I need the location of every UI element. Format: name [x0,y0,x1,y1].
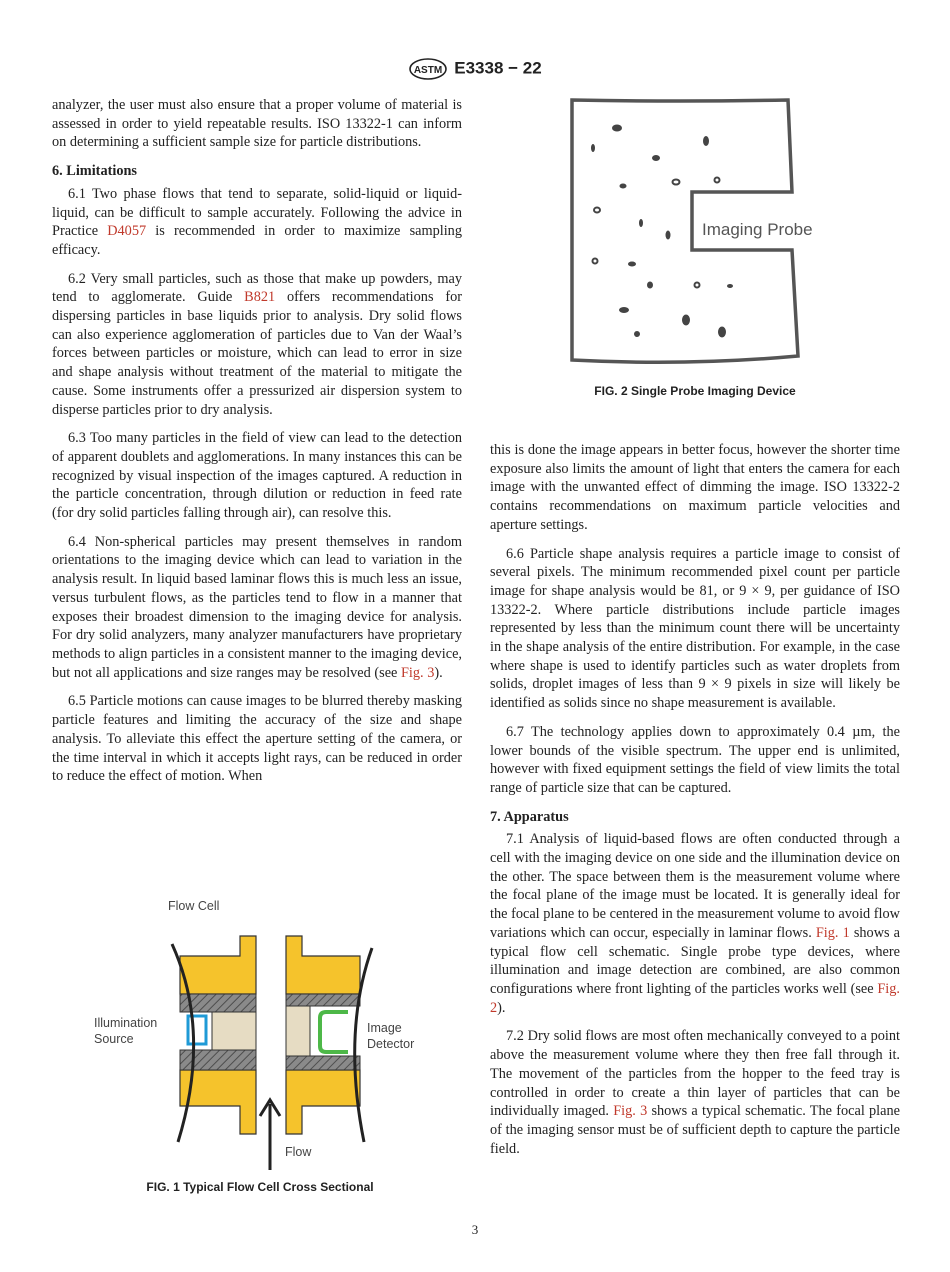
label-image-line2: Detector [367,1037,415,1051]
figure-1-caption: FIG. 1 Typical Flow Cell Cross Sectional [146,1180,374,1194]
right-housing-top [286,994,360,1006]
particle [703,136,709,146]
image-detector [320,1012,348,1052]
single-probe-diagram [560,92,830,372]
ref-link-fig-3[interactable]: Fig. 3 [400,664,435,681]
astm-logo-icon [408,58,448,80]
paragraph-7-2: 7.2 Dry solid flows are most often mechanically conveyed to a point above the measurement volume where they then free fall through it. The movement of the particles from the hopper to the feed tray is controlled in order to create a thin layer of particles that can be individually imaged. Fig. 3 shows a typical schematic. The focal plane of the imaging sensor must be of sufficient depth to capture the particle field. [490,1028,900,1157]
particle [652,155,660,161]
page-header [0,58,950,80]
right-wall-bottom [286,1070,360,1134]
particle [634,331,640,337]
paragraph-6-5: 6.5 Particle motions can cause images to be blurred thereby masking particle features and limiting the accuracy of the size and shape analysis. To alleviate this effect the aperture setting of the camera, or the time interval in which it accepts light rays, can be reduced in order to reduce the effect of motion. When [52,693,462,785]
ref-link-fig-3-apparatus[interactable]: Fig. 3 [613,1103,648,1120]
right-window [286,1006,310,1056]
left-wall-top [180,936,256,994]
particle [666,231,671,240]
particle [591,144,595,152]
particle [647,282,653,289]
paragraph-6-5-continued: this is done the image appears in better focus, however the shorter time exposure also limits the amount of light that enters the camera for each image with the unwanted effect of dimming the image. ISO 13322-2 contains recommendations on maximum particle velocities and aperture settings. [490,442,900,533]
paragraph-6-3: 6.3 Too many particles in the field of view can lead to the detection of apparent doublets and agglomerations. In many instances this can be recognized by visual inspection of the images captured. A reduction in the particle concentration, through dilution or reduction in feed rate (for dry solid particles falling through air), can resolve this. [52,430,462,522]
ref-link-fig-2[interactable]: Fig. 2 [490,980,900,1016]
label-illumination-line2: Source [94,1032,134,1046]
particle [620,184,627,189]
particle [727,284,733,288]
illumination-source [188,1016,206,1044]
ref-link-b821[interactable]: B821 [244,289,276,306]
section-heading-limitations: 6. Limitations [52,163,137,180]
right-housing-bottom [286,1056,360,1070]
paragraph-7-1: 7.1 Analysis of liquid-based flows are often conducted through a cell with the imaging device on one side and the illumination device on the other. The space between them is the measurement volume where the focal plane of the image must be located. It is generally ideal for the focal plane to be centered in the measurement volume to avoid flow variations which can occur, especially in laminar flows. Fig. 1 shows a typical flow cell schematic. Single probe type devices, where illumination and image detection are combined, are also common configurations where front lighting of the particles works well (see Fig. 2). [490,831,901,1016]
logo-text: ASTM [414,65,443,76]
document-id: E3338 − 22 [454,58,542,78]
particle [718,327,726,338]
right-wall-top [286,936,360,994]
label-flow: Flow [285,1145,312,1159]
particle [619,307,629,313]
paragraph-6-7: 6.7 The technology applies down to approximately 0.4 µm, the lower bounds of the visible spectrum. The upper end is unlimited, however with fixed equipment settings the field of view limits the total range of particle size that can be captured. [490,723,900,796]
ref-link-d4057[interactable]: D4057 [107,223,147,240]
right-column [490,441,900,1168]
paragraph-6-6: 6.6 Particle shape analysis requires a particle image to consist of several pixels. The minimum recommended pixel count per particle image for shape analysis would be 81, or 9 × 9, per guidance of ISO 13322-2. Where particle distributions include particle images represented by less than the minimum count there will be uncertainty in the shape analysis of the entire distribution. For example, in the case where shape is used to identify particles such as water droplets from solids, droplet images of less than 9 × 9 pixels in size will likely be identified as solids since no shape measurement is available. [490,545,900,712]
label-image-line1: Image [367,1021,402,1035]
particle [612,125,622,132]
label-flow-cell: Flow Cell [168,899,220,913]
particle [639,219,643,227]
paragraph-6-2: 6.2 Very small particles, such as those that make up powders, may tend to agglomerate. Guide B821 offers recommendations for dispersing particles in base liquids prior to analysis. Dry solid flows can also experience agglomeration of particles due to Van der Waal’s forces between particles or moisture, which can lead to error in size and shape analysis without treatment of the material to mitigate the cause. Some instruments offer a pressurized air dispersion system to disperse particles prior to dry analysis. [52,270,462,418]
paragraph-6-4: 6.4 Non-spherical particles may present themselves in random orientations to the imaging device which can lead to variation in the analysis result. In liquid based laminar flows this is much less an issue, versus turbulent flows, as the particles tend to flow in a manner that exposes their broadest dimension to the imaging device for analysis. For dry solid analyzers, many analyzer manufacturers have proprietary methods to align particles in a consistent manner to the imaging device, but not all applications and size ranges may be resolved (see Fig. 3). [52,533,462,681]
left-window [212,1012,256,1050]
label-imaging-probe: Imaging Probe [702,220,813,239]
paragraph-continuation: analyzer, the user must also ensure that a proper volume of material is assessed in order to yield repeatable results. ISO 13322-1 can inform on determining a sufficient sample size for particle distributions. [52,97,462,151]
figure-1 [80,892,440,1202]
page-number: 3 [471,1222,479,1237]
label-illumination-line1: Illumination [94,1016,158,1030]
flow-cell-diagram [80,892,440,1177]
section-heading-apparatus: 7. Apparatus [490,808,569,825]
left-column [52,96,462,796]
ref-link-fig-1[interactable]: Fig. 1 [815,924,850,941]
figure-2 [560,92,830,402]
particle [628,262,636,267]
figure-2-caption: FIG. 2 Single Probe Imaging Device [594,384,796,398]
particle [682,315,690,326]
paragraph-6-1: 6.1 Two phase flows that tend to separate, solid-liquid or liquid-liquid, can be difficult to sample accurately. Following the advice in Practice D4057 is recommended in order to maximize sampling efficacy. [52,185,462,258]
